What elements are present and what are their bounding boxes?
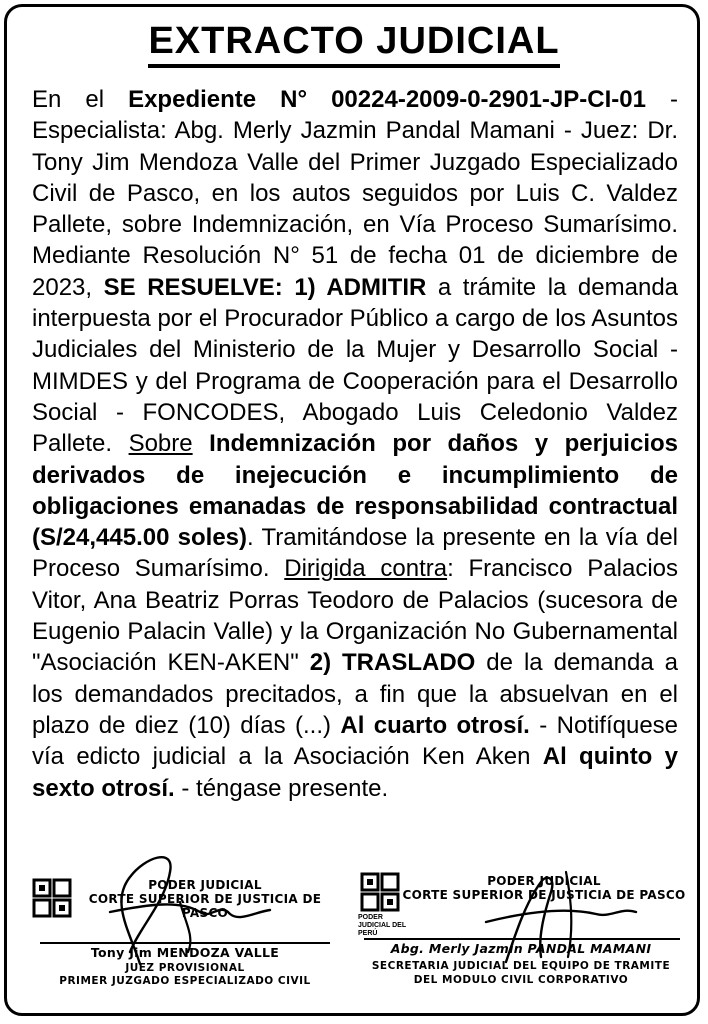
se-resuelve-label: SE RESUELVE: 1) ADMITIR bbox=[103, 273, 427, 301]
dirigida-contra-label: Dirigida contra bbox=[284, 555, 448, 583]
cuarto-otrosi-label: Al cuarto otrosí. bbox=[340, 711, 530, 739]
traslado-label: 2) TRASLADO bbox=[309, 649, 476, 677]
judge-court: PRIMER JUZGADO ESPECIALIZADO CIVIL bbox=[59, 975, 311, 987]
body-text: - Notifíquese vía edicto judicial a la Asociación Ken Aken bbox=[32, 711, 679, 771]
body-text bbox=[193, 430, 210, 457]
stamp-institution: PODER JUDICIAL bbox=[487, 874, 601, 888]
judiciary-seal-icon bbox=[360, 872, 400, 912]
seal-caption: PODER JUDICIAL DEL PERÚ bbox=[358, 914, 406, 937]
signature-line bbox=[364, 938, 680, 940]
stamp-institution: PODER JUDICIAL bbox=[148, 878, 262, 892]
claim-description: Indemnización por daños y perjuicios derivados de inejecución e incumplimiento de obligaciones emanadas de responsabilidad contractual (S/24,445.00 soles) bbox=[32, 430, 678, 552]
secretary-signature-block bbox=[356, 842, 686, 1002]
document-title: EXTRACTO JUDICIAL bbox=[148, 20, 559, 68]
body-text: . Tramitándose la presente en la vía del Proceso Sumarísimo. bbox=[32, 524, 679, 583]
secretary-title: SECRETARIA JUDICIAL DEL EQUIPO DE TRAMITE bbox=[371, 960, 671, 972]
judge-name: Tony Jim MENDOZA VALLE bbox=[90, 945, 280, 960]
expediente-number: Expediente N° 00224-2009-0-2901-JP-CI-01 bbox=[128, 86, 646, 113]
body-text: En el bbox=[32, 86, 129, 113]
secretary-module: DEL MODULO CIVIL CORPORATIVO bbox=[413, 974, 629, 986]
judiciary-seal-icon bbox=[32, 878, 72, 918]
stamp-court: CORTE SUPERIOR DE JUSTICIA DE PASCO bbox=[88, 892, 322, 920]
sobre-label: Sobre bbox=[128, 430, 193, 458]
body-text: de la demanda a los demandados precitados, a fin que la absuelvan en el plazo de diez (10) días (...) bbox=[32, 649, 678, 739]
body-text: - téngase presente. bbox=[174, 774, 389, 802]
document-title-container bbox=[0, 20, 708, 68]
signature-line bbox=[40, 942, 330, 944]
quinto-sexto-otrosi-label: Al quinto y sexto otrosí. bbox=[32, 743, 678, 802]
secretary-name: Abg. Merly Jazmin PANDAL MAMANI bbox=[390, 941, 652, 956]
body-text: a trámite la demanda interpuesta por el Procurador Público a cargo de los Asuntos Judiciales del Ministerio de la Mujer y Desarrollo Social - MIMDES y del Programa de Cooperación para el Desarrollo Social - FONCODES, Abogado Luis Celedonio Valdez Pallete. bbox=[32, 273, 679, 458]
judge-title: JUEZ PROVISIONAL bbox=[125, 962, 245, 974]
judge-signature-block bbox=[30, 842, 340, 1002]
document-body bbox=[32, 84, 678, 804]
body-text: - Especialista: Abg. Merly Jazmin Pandal Mamani - Juez: Dr. Tony Jim Mendoza Valle del Primer Juzgado Especializado Civil de Pasco, en los autos seguidos por Luis C. Valdez Pallete, sobre Indemnización, en Vía Proceso Sumarísimo. Mediante Resolución N° 51 de fecha 01 de diciembre de 2023, bbox=[32, 86, 678, 301]
stamp-court: CORTE SUPERIOR DE JUSTICIA DE PASCO bbox=[402, 888, 686, 902]
body-text: : Francisco Palacios Vitor, Ana Beatriz Porras Teodoro de Palacios (sucesora de Eugenio Palacin Valle) y la Organización No Gubernamental "Asociación KEN-AKEN" bbox=[32, 555, 678, 677]
